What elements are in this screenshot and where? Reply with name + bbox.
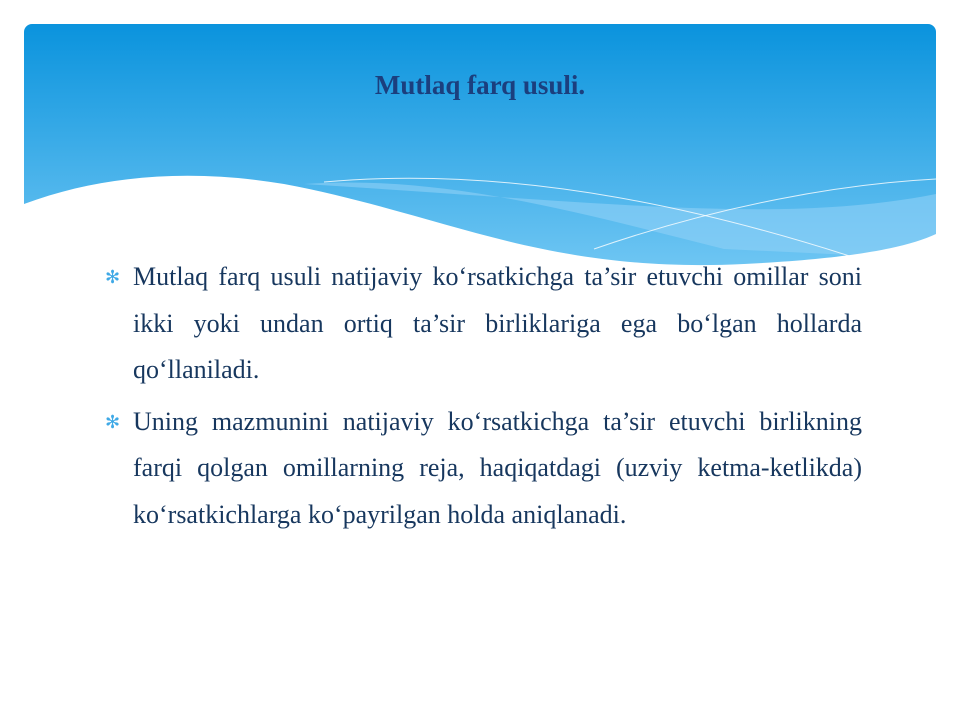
bullet-list (100, 254, 862, 543)
asterisk-icon: ✻ (105, 267, 121, 287)
bullet-text: Mutlaq farq usuli natijaviy ko‘rsatkichga ta’sir etuvchi omillar soni ikki yoki undan ortiq ta’sir birliklariga ega bo‘lgan hollarda qo‘llaniladi. (133, 262, 862, 384)
asterisk-icon: ✻ (105, 411, 121, 432)
header-banner (24, 24, 936, 269)
slide-title: Mutlaq farq usuli. (374, 70, 586, 100)
bullet-text: Uning mazmunini natijaviy ko‘rsatkichga ta’sir etuvchi birlikning farqi qolgan omillarning reja, haqiqatdagi (uzviy ketma-ketlikda) ko‘rsatkichlarga ko‘payrilgan holda aniqlanadi. (133, 406, 862, 529)
bullet-item (100, 254, 862, 394)
bullet-item (100, 399, 862, 539)
wave-background (24, 24, 936, 269)
